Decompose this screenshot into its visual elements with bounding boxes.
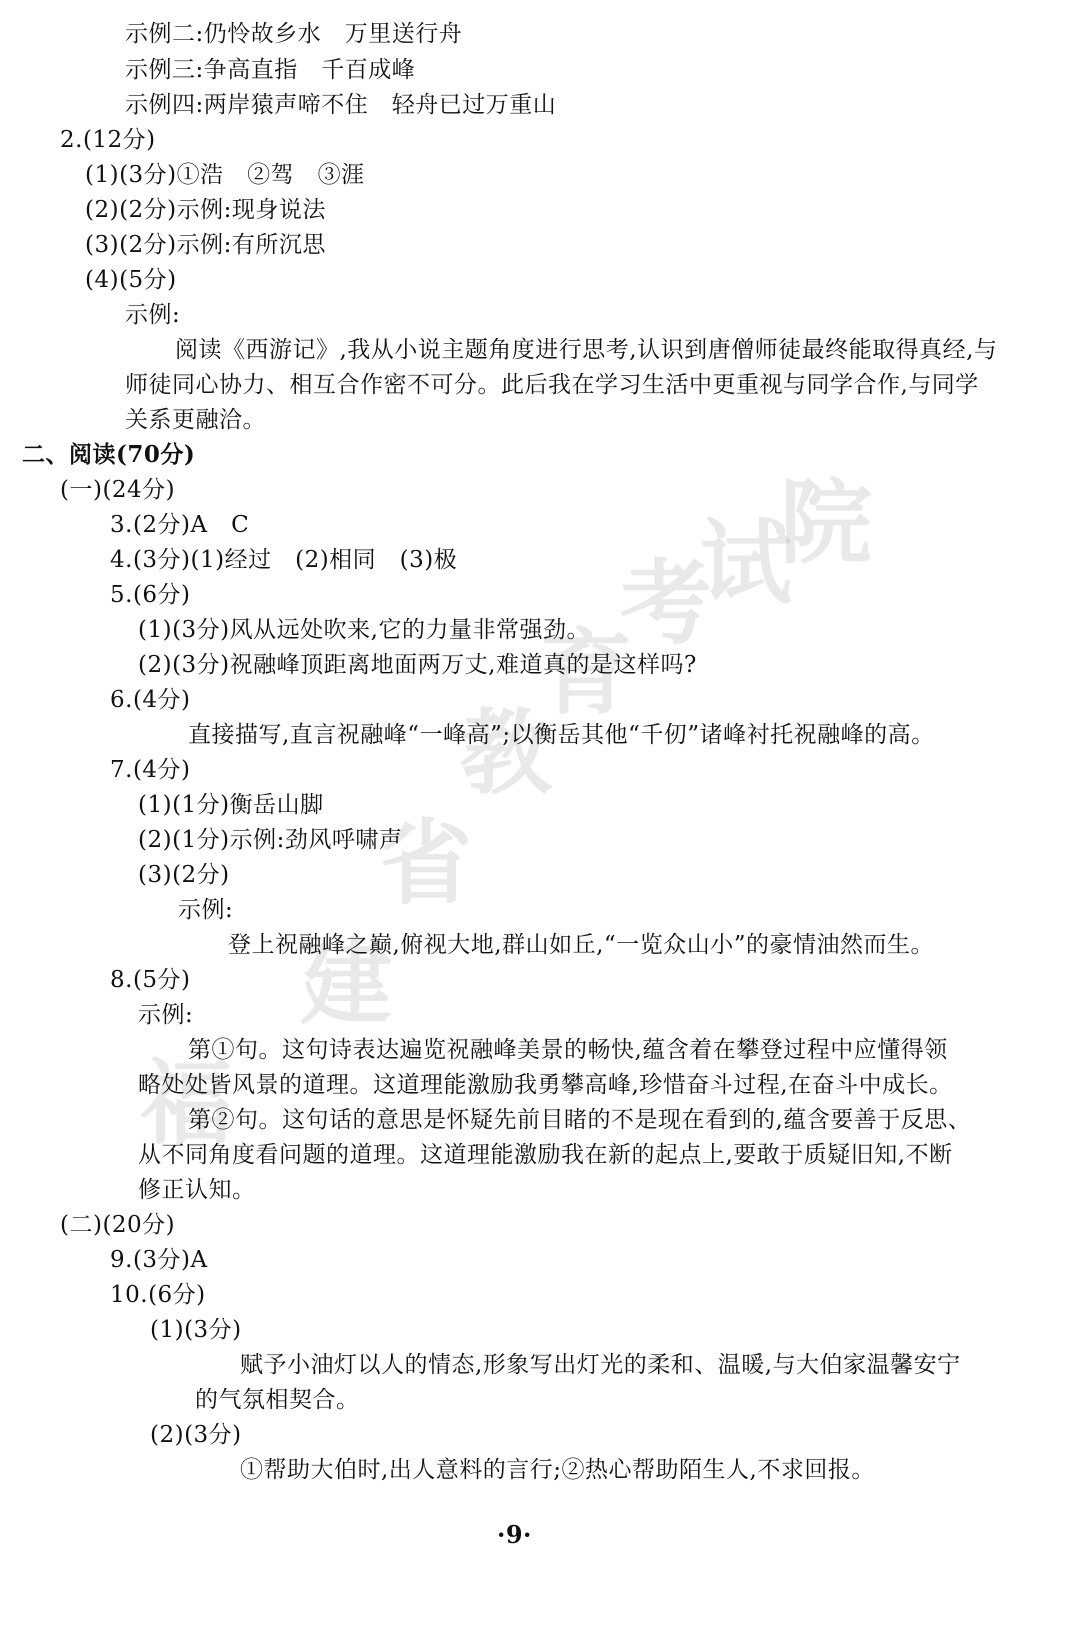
text-line: 第①句。这句诗表达遍览祝融峰美景的畅快,蕴含着在攀登过程中应懂得领: [188, 1037, 948, 1063]
watermark-char: 考: [620, 549, 713, 657]
text-line: 2.(12分): [60, 127, 156, 153]
text-line: (2)(3分)祝融峰顶距离地面两万丈,难道真的是这样吗?: [138, 652, 697, 678]
text-line: 的气氛相契合。: [195, 1387, 360, 1413]
text-line: ①帮助大伯时,出人意料的言行;②热心帮助陌生人,不求回报。: [240, 1457, 875, 1483]
text-line: 8.(5分): [110, 967, 191, 993]
text-line: 示例四:两岸猿声啼不住 轻舟已过万重山: [125, 92, 557, 118]
text-line: 第②句。这句话的意思是怀疑先前目睹的不是现在看到的,蕴含要善于反思、: [188, 1107, 972, 1133]
text-line: (1)(3分): [150, 1317, 242, 1343]
text-line: (3)(2分)示例:有所沉思: [85, 232, 326, 258]
text-line: 示例三:争高直指 千百成峰: [125, 57, 416, 83]
text-line: (2)(2分)示例:现身说法: [85, 197, 326, 223]
watermark-char: 建: [300, 929, 393, 1037]
watermark-char: 试: [700, 509, 793, 617]
text-line: 登上祝融峰之巅,俯视大地,群山如丘,“一览众山小”的豪情油然而生。: [228, 932, 934, 958]
watermark: [120, 470, 1020, 1170]
text-line: 直接描写,直言祝融峰“一峰高”;以衡岳其他“千仞”诸峰衬托祝融峰的高。: [188, 722, 935, 748]
text-line: 示例:: [178, 897, 234, 923]
text-line: (4)(5分): [85, 267, 177, 293]
watermark-char: 教: [460, 699, 553, 807]
text-line: 示例二:仍怜故乡水 万里送行舟: [125, 21, 463, 47]
watermark-char: 院: [780, 469, 873, 577]
subsection-heading: (二)(20分): [60, 1212, 176, 1238]
text-line: (1)(1分)衡岳山脚: [138, 792, 324, 818]
text-line: 赋予小油灯以人的情态,形象写出灯光的柔和、温暖,与大伯家温馨安宁: [240, 1352, 961, 1378]
text-line: 师徒同心协力、相互合作密不可分。此后我在学习生活中更重视与同学合作,与同学: [125, 372, 979, 398]
text-line: (3)(2分): [138, 862, 230, 888]
text-line: 从不同角度看问题的道理。这道理能激励我在新的起点上,要敢于质疑旧知,不断: [138, 1142, 953, 1168]
watermark-char: 福: [140, 1049, 233, 1157]
text-line: 关系更融洽。: [125, 407, 266, 433]
text-line: 示例:: [125, 302, 181, 328]
section-heading: 二、阅读(70分): [22, 441, 196, 468]
text-line: 略处处皆风景的道理。这道理能激励我勇攀高峰,珍惜奋斗过程,在奋斗中成长。: [138, 1072, 953, 1098]
text-line: 示例:: [138, 1002, 194, 1028]
text-line: (1)(3分)①浩 ②驾 ③涯: [85, 162, 365, 188]
watermark-char: 育: [540, 619, 633, 727]
watermark-char: 省: [380, 809, 473, 917]
text-line: 9.(3分)A: [110, 1247, 208, 1273]
subsection-heading: (一)(24分): [60, 477, 176, 503]
text-line: (2)(3分): [150, 1422, 242, 1448]
text-line: 4.(3分)(1)经过 (2)相同 (3)极: [110, 547, 458, 573]
text-line: (1)(3分)风从远处吹来,它的力量非常强劲。: [138, 617, 590, 643]
text-line: 6.(4分): [110, 687, 191, 713]
page-number: ·9·: [497, 1520, 532, 1549]
text-line: (2)(1分)示例:劲风呼啸声: [138, 827, 403, 853]
text-line: 修正认知。: [138, 1177, 256, 1203]
text-line: 7.(4分): [110, 757, 191, 783]
text-line: 阅读《西游记》,我从小说主题角度进行思考,认识到唐僧师徒最终能取得真经,与: [175, 337, 998, 363]
text-line: 5.(6分): [110, 582, 191, 608]
text-line: 10.(6分): [110, 1282, 206, 1308]
text-line: 3.(2分)A C: [110, 512, 250, 538]
